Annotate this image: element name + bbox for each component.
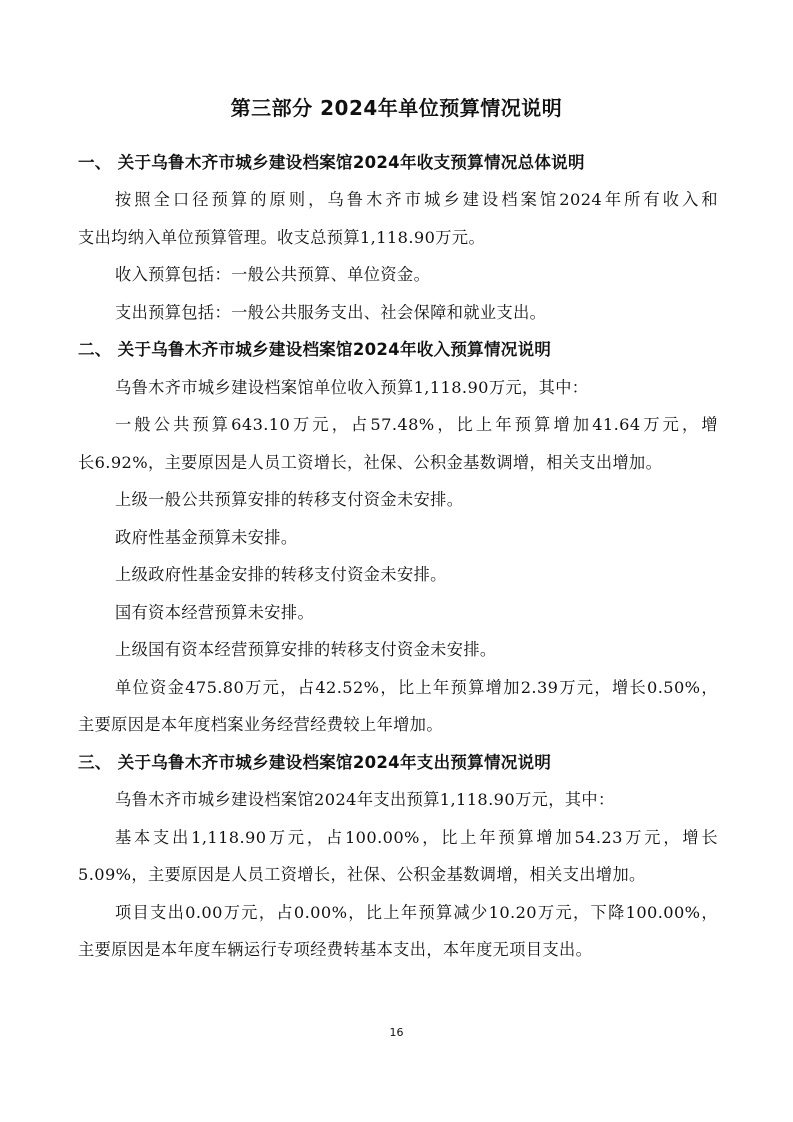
section2-paragraph8-line2: 主要原因是本年度档案业务经营经费较上年增加。 [78,715,443,734]
section2-paragraph6: 国有资本经营预算未安排。 [115,603,315,622]
section2-paragraph4: 政府性基金预算未安排。 [115,528,298,547]
section1-heading: 一、 关于乌鲁木齐市城乡建设档案馆2024年收支预算情况总体说明 [78,153,585,172]
section2-paragraph8-line1: 单位资金475.80万元，占42.52%，比上年预算增加2.39万元，增长0.50%， [115,678,718,697]
section2-paragraph2-line2: 长6.92%，主要原因是人员工资增长，社保、公积金基数调增，相关支出增加。 [78,453,663,472]
section3-heading: 三、 关于乌鲁木齐市城乡建设档案馆2024年支出预算情况说明 [78,753,552,772]
section3-paragraph3-line1: 项目支出0.00万元，占0.00%，比上年预算减少10.20万元，下降100.00%， [115,903,718,922]
section1-paragraph1-line1: 按照全口径预算的原则，乌鲁木齐市城乡建设档案馆2024年所有收入和 [115,190,718,209]
section1-paragraph3: 支出预算包括：一般公共服务支出、社会保障和就业支出。 [115,303,547,322]
section2-paragraph2-line1: 一般公共预算643.10万元，占57.48%，比上年预算增加41.64万元，增 [115,415,718,434]
page-title: 第三部分 2024年单位预算情况说明 [230,96,563,120]
section2-heading: 二、 关于乌鲁木齐市城乡建设档案馆2024年收入预算情况说明 [78,340,552,359]
section3-paragraph2-line1: 基本支出1,118.90万元，占100.00%，比上年预算增加54.23万元，增长 [115,828,718,847]
section1-paragraph1-line2: 支出均纳入单位预算管理。收支总预算1,118.90万元。 [78,228,486,247]
section1-paragraph2: 收入预算包括：一般公共预算、单位资金。 [115,265,431,284]
section2-paragraph1: 乌鲁木齐市城乡建设档案馆单位收入预算1,118.90万元，其中： [115,378,589,397]
section2-paragraph7: 上级国有资本经营预算安排的转移支付资金未安排。 [115,640,497,659]
section2-paragraph3: 上级一般公共预算安排的转移支付资金未安排。 [115,490,464,509]
section2-paragraph5: 上级政府性基金安排的转移支付资金未安排。 [115,565,447,584]
section3-paragraph1: 乌鲁木齐市城乡建设档案馆2024年支出预算1,118.90万元，其中： [115,790,615,809]
section3-paragraph3-line2: 主要原因是本年度车辆运行专项经费转基本支出，本年度无项目支出。 [78,940,593,959]
page-number: 16 [389,1026,404,1039]
section3-paragraph2-line2: 5.09%，主要原因是人员工资增长，社保、公积金基数调增，相关支出增加。 [78,865,646,884]
